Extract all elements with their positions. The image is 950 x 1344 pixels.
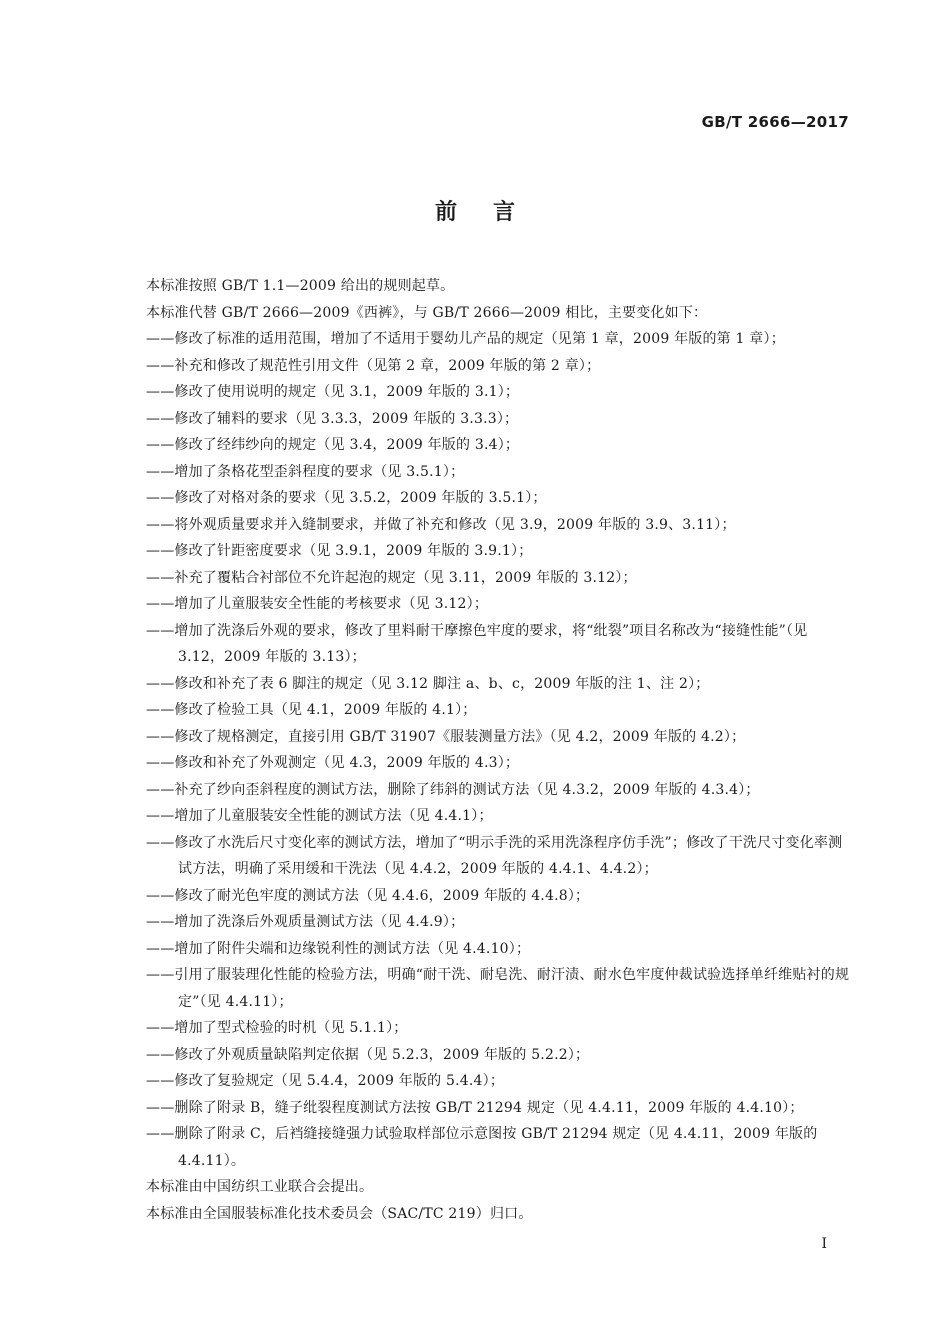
foreword-body xyxy=(146,273,850,1227)
change-item: ——补充了纱向歪斜程度的测试方法，删除了纬斜的测试方法（见 4.3.2，2009 年版的 4.3.4）； xyxy=(146,781,760,798)
change-item: ——将外观质量要求并入缝制要求，并做了补充和修改（见 3.9，2009 年版的 3.9、3.11）； xyxy=(146,516,736,533)
change-item: ——增加了儿童服装安全性能的考核要求（见 3.12）； xyxy=(146,596,489,612)
change-item: ——修改了复验规定（见 5.4.4，2009 年版的 5.4.4）； xyxy=(146,1073,505,1089)
page-number: I xyxy=(821,1236,827,1252)
intro-paragraph: 本标准代替 GB/T 2666—2009《西裤》，与 GB/T 2666—2009 相比，主要变化如下： xyxy=(146,304,708,321)
change-item: ——修改和补充了表 6 脚注的规定（见 3.12 脚注 a、b、c，2009 年版的注 1、注 2）； xyxy=(146,675,710,692)
change-item: ——修改和补充了外观测定（见 4.3，2009 年版的 4.3）； xyxy=(146,755,520,771)
change-item: ——修改了水洗后尺寸变化率的测试方法，增加了“明示手洗的采用洗涤程序仿手洗”；修改了干洗尺寸变化率测试方法，明确了采用缓和干洗法（见 4.4.2，2009 年版的 4.4.1、4.4.2）； xyxy=(146,834,843,877)
change-item: ——删除了附录 B，缝子纰裂程度测试方法按 GB/T 21294 规定（见 4.4.11，2009 年版的 4.4.10）； xyxy=(146,1099,804,1116)
change-item: ——修改了经纬纱向的规定（见 3.4，2009 年版的 3.4）； xyxy=(146,437,520,453)
standard-code: GB/T 2666—2017 xyxy=(701,113,849,131)
outro-paragraph: 本标准由中国纺织工业联合会提出。 xyxy=(146,1179,374,1195)
change-item: ——增加了洗涤后外观的要求，修改了里料耐干摩擦色牢度的要求，将“纰裂”项目名称改为“接缝性能”（见 3.12，2009 年版的 3.13）； xyxy=(146,622,808,665)
change-item: ——补充和修改了规范性引用文件（见第 2 章，2009 年版的第 2 章）； xyxy=(146,357,601,374)
change-item: ——增加了型式检验的时机（见 5.1.1）； xyxy=(146,1020,408,1036)
change-item: ——增加了儿童服装安全性能的测试方法（见 4.4.1）； xyxy=(146,808,493,824)
outro-paragraph: 本标准由全国服装标准化技术委员会（SAC/TC 219）归口。 xyxy=(146,1205,533,1222)
change-item: ——修改了标准的适用范围，增加了不适用于婴幼儿产品的规定（见第 1 章，2009 年版的第 1 章）； xyxy=(146,331,785,347)
change-item: ——修改了辅料的要求（见 3.3.3，2009 年版的 3.3.3）； xyxy=(146,410,519,427)
change-item: ——修改了对格对条的要求（见 3.5.2，2009 年版的 3.5.1）； xyxy=(146,490,547,506)
change-item: ——删除了附录 C，后裆缝接缝强力试验取样部位示意图按 GB/T 21294 规定（见 4.4.11，2009 年版的 4.4.11）。 xyxy=(146,1126,818,1169)
intro-paragraph: 本标准按照 GB/T 1.1—2009 给出的规则起草。 xyxy=(146,278,455,294)
change-item: ——修改了外观质量缺陷判定依据（见 5.2.3，2009 年版的 5.2.2）； xyxy=(146,1046,590,1063)
change-item: ——修改了检验工具（见 4.1，2009 年版的 4.1）； xyxy=(146,702,477,718)
change-item: ——修改了使用说明的规定（见 3.1，2009 年版的 3.1）； xyxy=(146,384,520,400)
change-item: ——修改了针距密度要求（见 3.9.1，2009 年版的 3.9.1）； xyxy=(146,543,533,559)
page-title: 前言 xyxy=(434,200,551,225)
change-item: ——补充了覆粘合衬部位不允许起泡的规定（见 3.11，2009 年版的 3.12）； xyxy=(146,569,637,586)
change-item: ——增加了洗涤后外观质量测试方法（见 4.4.9）； xyxy=(146,914,465,930)
change-item: ——引用了服装理化性能的检验方法，明确“耐干洗、耐皂洗、耐汗渍、耐水色牢度仲裁试验选择单纤维贴衬的规定”（见 4.4.11）； xyxy=(146,967,850,1010)
change-item: ——增加了附件尖端和边缘锐利性的测试方法（见 4.4.10）； xyxy=(146,940,531,957)
change-item: ——修改了耐光色牢度的测试方法（见 4.4.6，2009 年版的 4.4.8）； xyxy=(146,887,590,904)
change-item: ——修改了规格测定，直接引用 GB/T 31907《服装测量方法》（见 4.2，2009 年版的 4.2）； xyxy=(146,728,746,745)
change-item: ——增加了条格花型歪斜程度的要求（见 3.5.1）； xyxy=(146,463,465,480)
